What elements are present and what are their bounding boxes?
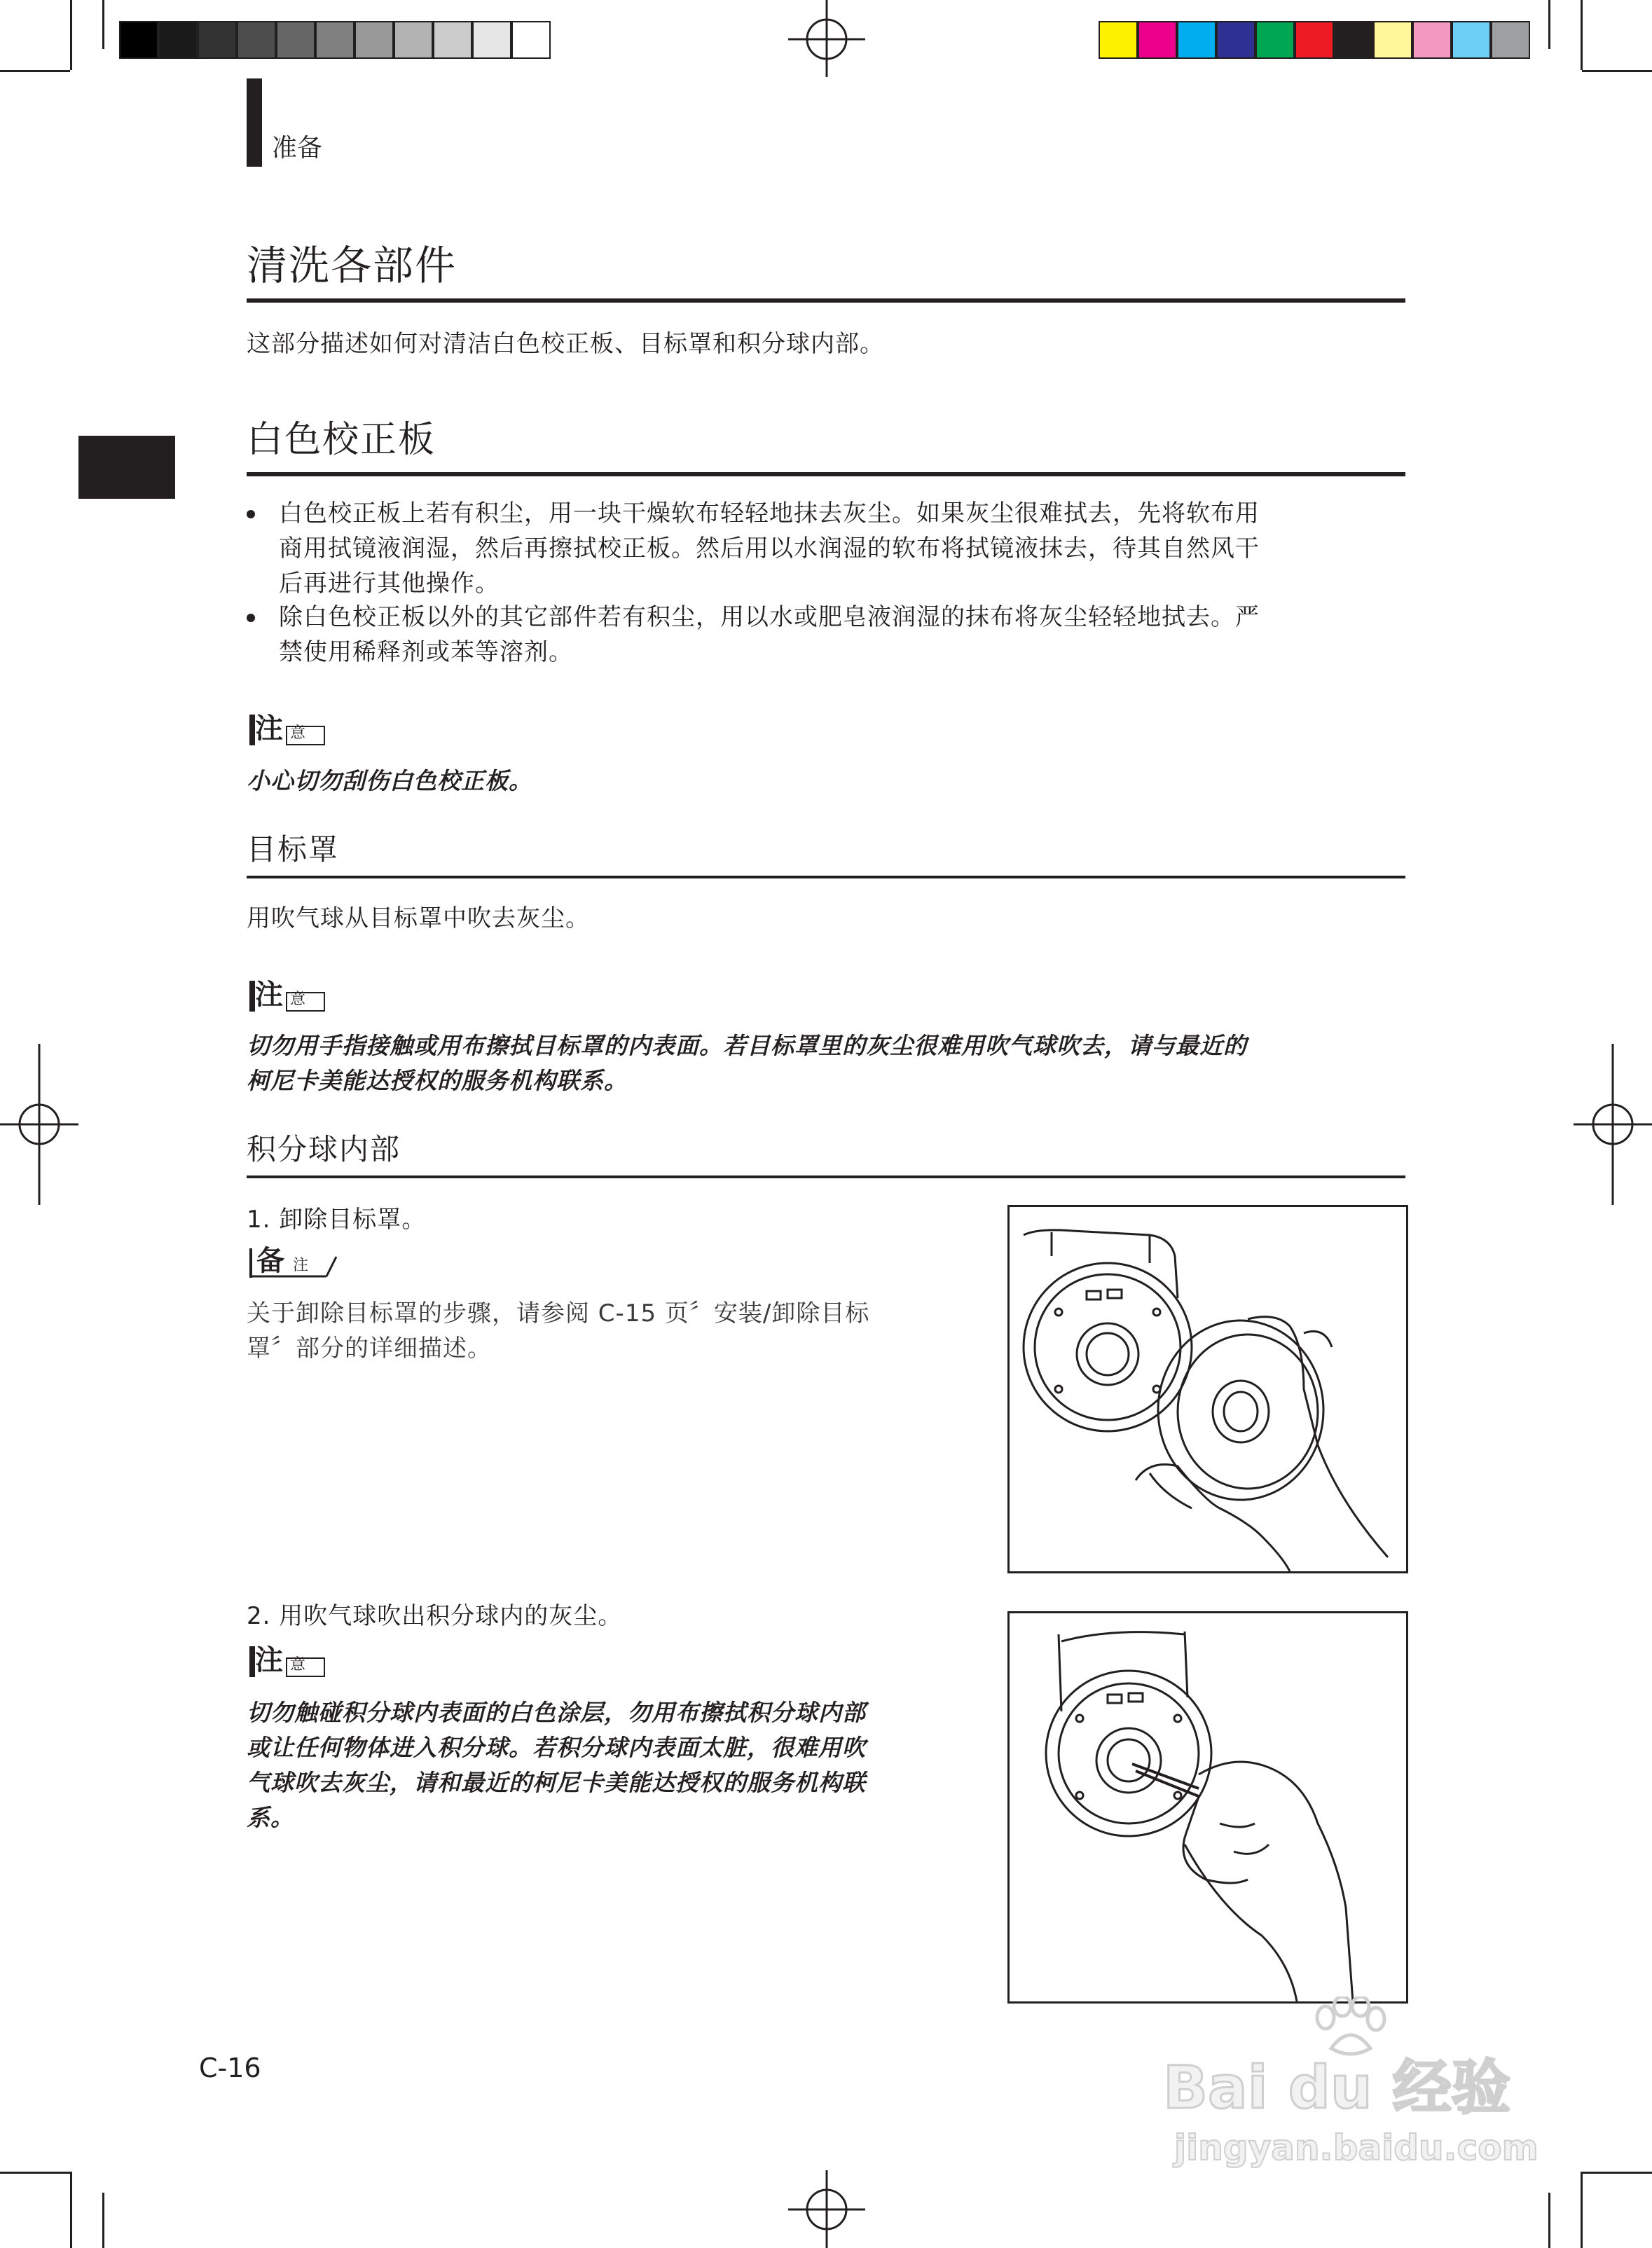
bullet-1-line-3: 后再进行其他操作。 bbox=[279, 570, 500, 598]
gray-swatch bbox=[355, 21, 394, 59]
step-1: 1. 卸除目标罩。 bbox=[247, 1206, 427, 1234]
header-bar bbox=[247, 78, 262, 167]
watermark bbox=[1163, 1997, 1555, 2172]
gray-swatch bbox=[315, 21, 355, 59]
gray-swatch bbox=[276, 21, 315, 59]
bullet-1-line-1: 白色校正板上若有积尘，用一块干燥软布轻轻地抹去灰尘。如果灰尘很难拭去，先将软布用 bbox=[279, 499, 1260, 527]
page-number: C-16 bbox=[199, 2053, 261, 2083]
remove-target-mask-illustration bbox=[1007, 1205, 1408, 1573]
list-item bbox=[279, 496, 1407, 601]
caution-icon bbox=[249, 1645, 326, 1678]
memo-line-2: 罩〞部分的详细描述。 bbox=[247, 1335, 492, 1363]
page-title: 清洗各部件 bbox=[247, 242, 457, 289]
bullet-1-line-2: 商用拭镜液润湿，然后再擦拭校正板。然后用以水润湿的软布将拭镜液抹去，待其自然风干 bbox=[279, 535, 1260, 563]
color-swatch bbox=[1177, 21, 1216, 59]
caution-icon bbox=[249, 713, 326, 747]
step-2: 2. 用吹气球吹出积分球内的灰尘。 bbox=[247, 1602, 623, 1630]
gray-swatch bbox=[472, 21, 511, 59]
bullet-2-line-2: 禁使用稀释剂或苯等溶剂。 bbox=[279, 638, 573, 666]
white-plate-heading: 白色校正板 bbox=[247, 419, 436, 461]
color-swatch bbox=[1255, 21, 1295, 59]
color-swatch bbox=[1216, 21, 1255, 59]
target-mask-note bbox=[247, 1028, 1410, 1098]
color-swatch bbox=[1099, 21, 1138, 59]
caution-label-main: 注 bbox=[255, 712, 283, 745]
white-plate-note: 小心切勿刮伤白色校正板。 bbox=[247, 767, 532, 794]
memo-line-1: 关于卸除目标罩的步骤，请参阅 C-15 页〞安装/卸除目标 bbox=[247, 1299, 870, 1328]
memo-label-main: 备 bbox=[256, 1245, 284, 1277]
sphere-note-line-4: 系。 bbox=[247, 1804, 294, 1831]
target-mask-rule bbox=[247, 876, 1405, 878]
color-swatch bbox=[1138, 21, 1177, 59]
color-swatch bbox=[1373, 21, 1412, 59]
color-swatch bbox=[1412, 21, 1452, 59]
gray-swatch bbox=[119, 21, 158, 59]
registration-mark-left bbox=[0, 1044, 78, 1205]
list-item bbox=[279, 600, 1407, 670]
watermark-brand: Bai du 经验 bbox=[1163, 2053, 1510, 2122]
target-mask-note-line-2: 柯尼卡美能达授权的服务机构联系。 bbox=[247, 1067, 628, 1094]
memo-icon bbox=[249, 1246, 340, 1279]
bullet-2-line-1: 除白色校正板以外的其它部件若有积尘，用以水或肥皂液润湿的抹布将灰尘轻轻地拭去。严 bbox=[279, 603, 1260, 631]
registration-mark-right bbox=[1574, 1044, 1652, 1205]
registration-mark-top bbox=[788, 0, 865, 77]
sphere-rule bbox=[247, 1175, 1405, 1178]
gray-swatch bbox=[511, 21, 551, 59]
caution-label-sub: 意 bbox=[290, 1656, 306, 1674]
caution-label-sub: 意 bbox=[290, 991, 306, 1008]
sphere-note bbox=[247, 1695, 989, 1835]
target-mask-text: 用吹气球从目标罩中吹去灰尘。 bbox=[247, 904, 590, 932]
target-mask-note-line-1: 切勿用手指接触或用布擦拭目标罩的内表面。若目标罩里的灰尘很难用吹气球吹去，请与最近的 bbox=[247, 1032, 1247, 1059]
gray-swatch bbox=[433, 21, 472, 59]
sphere-note-line-3: 气球吹去灰尘，请和最近的柯尼卡美能达授权的服务机构联 bbox=[247, 1769, 866, 1796]
title-rule bbox=[247, 298, 1405, 303]
gray-swatch bbox=[158, 21, 198, 59]
color-swatch bbox=[1452, 21, 1491, 59]
gray-swatch bbox=[394, 21, 433, 59]
section-label: 准备 bbox=[272, 134, 323, 163]
bullet-dot bbox=[247, 614, 255, 622]
intro-text: 这部分描述如何对清洁白色校正板、目标罩和积分球内部。 bbox=[247, 330, 884, 358]
color-swatch bbox=[1334, 21, 1373, 59]
memo-label-sub: 注 bbox=[293, 1257, 309, 1274]
sphere-note-line-2: 或让任何物体进入积分球。若积分球内表面太脏，很难用吹 bbox=[247, 1734, 866, 1761]
color-swatch bbox=[1491, 21, 1530, 59]
watermark-url: jingyan.baidu.com bbox=[1174, 2128, 1539, 2168]
sphere-note-line-1: 切勿触碰积分球内表面的白色涂层，勿用布擦拭积分球内部 bbox=[247, 1699, 866, 1726]
color-swatch bbox=[1295, 21, 1334, 59]
bullet-dot bbox=[247, 510, 255, 518]
sphere-heading: 积分球内部 bbox=[247, 1132, 401, 1166]
paw-icon bbox=[1310, 1997, 1387, 2060]
memo-text bbox=[247, 1296, 989, 1366]
gray-swatch bbox=[237, 21, 276, 59]
caution-icon bbox=[249, 979, 326, 1013]
target-mask-heading: 目标罩 bbox=[247, 832, 340, 867]
caution-label-sub: 意 bbox=[290, 724, 306, 742]
chapter-tab bbox=[78, 436, 175, 499]
caution-label-main: 注 bbox=[255, 979, 283, 1011]
caution-label-main: 注 bbox=[255, 1644, 283, 1676]
gray-swatch bbox=[198, 21, 237, 59]
blow-dust-illustration bbox=[1007, 1611, 1408, 2004]
registration-mark-bottom bbox=[788, 2170, 865, 2248]
white-plate-rule bbox=[247, 472, 1405, 476]
